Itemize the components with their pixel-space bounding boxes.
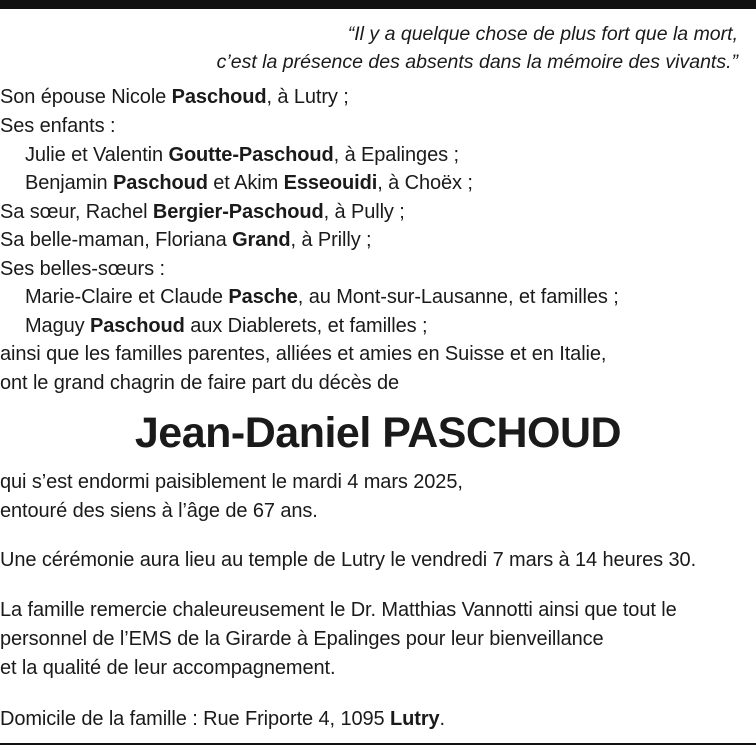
announcement-line: ont le grand chagrin de faire part du décès de: [0, 372, 400, 394]
spouse-line: [0, 83, 349, 111]
deceased-name: Jean-Daniel PASCHOUD: [134, 409, 622, 457]
mother-in-law-line: [0, 226, 372, 254]
passing-line-2: entouré des siens à l’âge de 67 ans.: [0, 500, 318, 522]
spouse-surname: Paschoud: [171, 86, 267, 108]
passing-line-1: qui s’est endormi paisiblement le mardi 4 mars 2025,: [0, 471, 463, 493]
sister-line: [0, 198, 405, 226]
child-line-1: [25, 141, 459, 169]
child2-partner-surname: Esseouidi: [283, 172, 378, 194]
children-label: Ses enfants :: [0, 115, 116, 137]
spouse-place: , à Lutry ;: [266, 86, 349, 108]
sister-in-law-line-2: [25, 312, 427, 340]
sisters-in-law-label: Ses belles-sœurs :: [0, 258, 165, 280]
sister-in-law-line-1: [25, 283, 619, 311]
sister-text: Sa sœur, Rachel: [0, 201, 153, 223]
mother-in-law-place: , à Prilly ;: [290, 229, 372, 251]
sil2-place: aux Diablerets, et familles ;: [184, 315, 428, 337]
domicile-town: Lutry: [390, 708, 440, 730]
sister-surname: Bergier-Paschoud: [152, 201, 324, 223]
domicile-line: [0, 705, 445, 733]
mother-in-law-text: Sa belle-maman, Floriana: [0, 229, 233, 251]
top-rule: [0, 0, 756, 9]
thanks-line-2: personnel de l’EMS de la Girarde à Epalinges pour leur bienveillance: [0, 628, 604, 650]
sil1-surname: Pasche: [228, 286, 298, 308]
quote-line-2: c’est la présence des absents dans la mémoire des vivants.”: [216, 51, 738, 73]
extended-family-line: ainsi que les familles parentes, alliées et amies en Suisse et en Italie,: [0, 343, 607, 365]
sil2-text: Maguy: [25, 315, 90, 337]
thanks-line-1: La famille remercie chaleureusement le Dr. Matthias Vannotti ainsi que tout le: [0, 599, 677, 621]
child1-text: Julie et Valentin: [25, 144, 169, 166]
mother-in-law-surname: Grand: [232, 229, 291, 251]
spouse-text: Son épouse Nicole: [0, 86, 172, 108]
sil1-place: , au Mont-sur-Lausanne, et familles ;: [297, 286, 619, 308]
ceremony-line: Une cérémonie aura lieu au temple de Lutry le vendredi 7 mars à 14 heures 30.: [0, 549, 697, 571]
child-line-2: [25, 169, 473, 197]
quote-line-1: “Il y a quelque chose de plus fort que la mort,: [347, 23, 738, 45]
child2-place: , à Choëx ;: [377, 172, 473, 194]
domicile-end: .: [439, 708, 446, 730]
domicile-text: Domicile de la famille : Rue Friporte 4, 1095: [0, 708, 391, 730]
child1-place: , à Epalinges ;: [333, 144, 459, 166]
sister-place: , à Pully ;: [323, 201, 405, 223]
bottom-rule: [0, 743, 756, 745]
child2-text: Benjamin: [25, 172, 114, 194]
child2-partner-text: et Akim: [207, 172, 284, 194]
thanks-line-3: et la qualité de leur accompagnement.: [0, 657, 336, 679]
child2-surname: Paschoud: [113, 172, 208, 194]
sil1-text: Marie-Claire et Claude: [25, 286, 229, 308]
child1-surname: Goutte-Paschoud: [168, 144, 334, 166]
epigraph-quote: [217, 20, 738, 76]
sil2-surname: Paschoud: [90, 315, 185, 337]
